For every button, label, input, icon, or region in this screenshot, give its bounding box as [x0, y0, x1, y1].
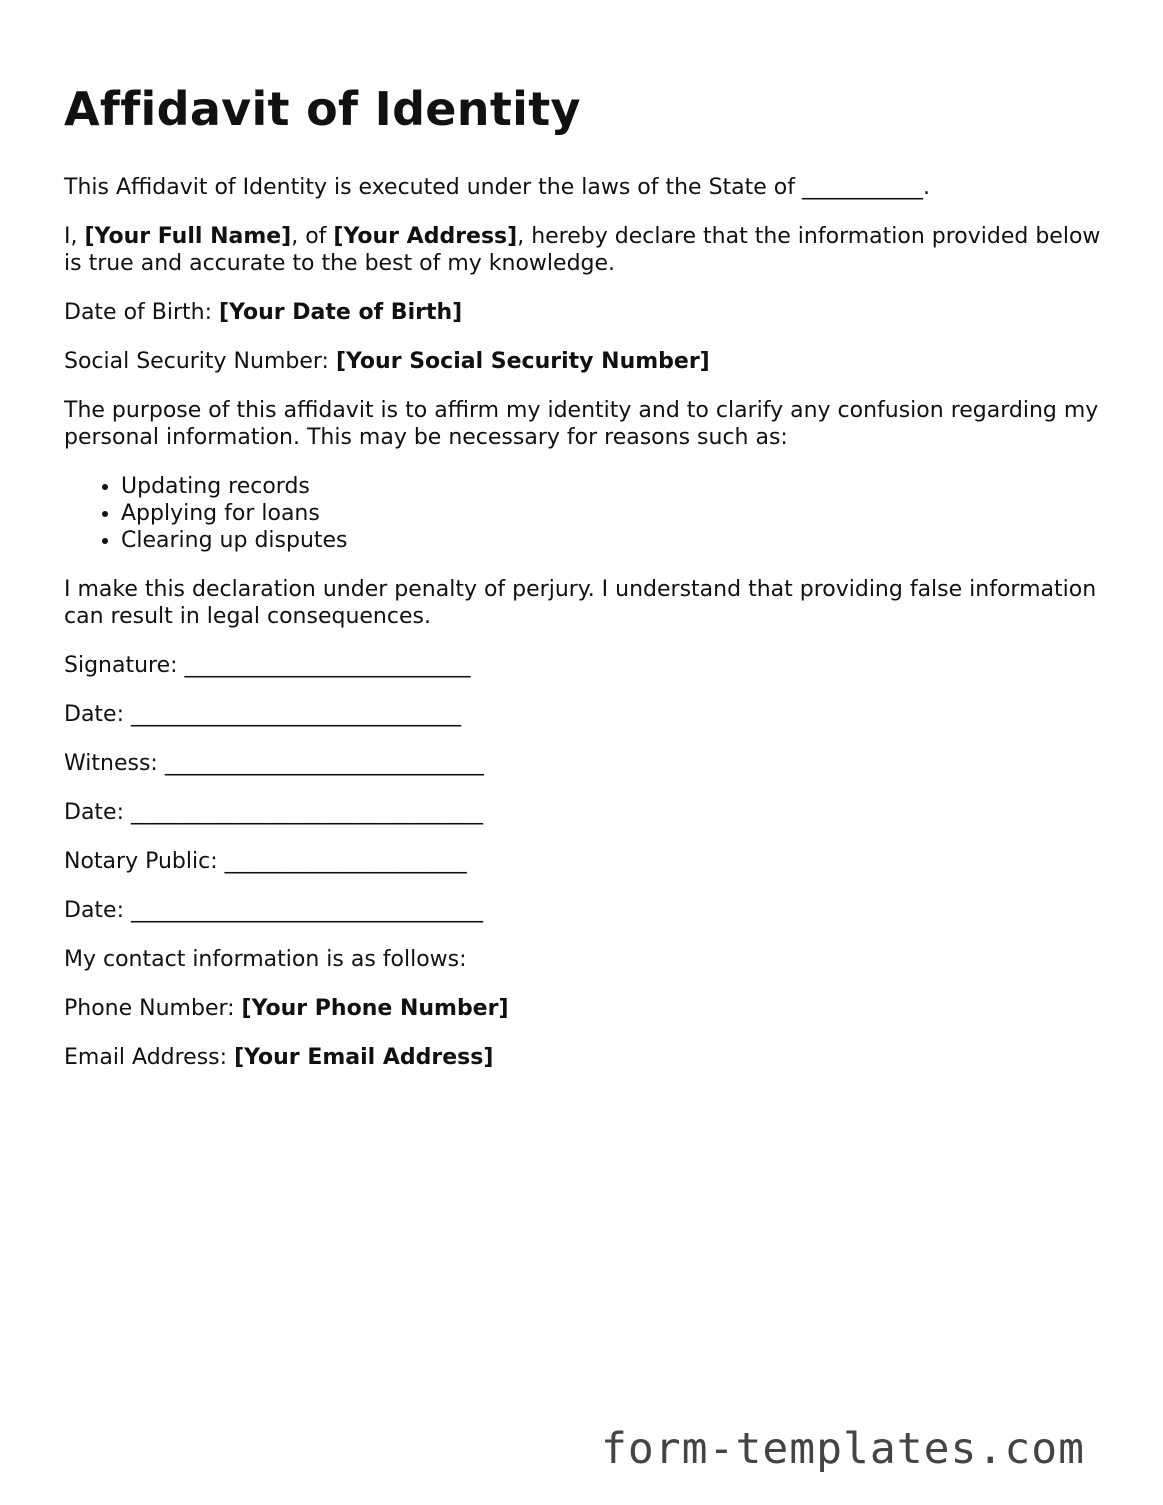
- full-name-placeholder: [Your Full Name]: [84, 224, 292, 249]
- reasons-list: [64, 473, 1104, 554]
- purpose-paragraph: The purpose of this affidavit is to affirm my identity and to clarify any confusion regarding my personal information. This may be necessary for reasons such as:: [64, 398, 1099, 450]
- list-item: • Clearing up disputes: [121, 527, 1104, 554]
- dob-label: Date of Birth:: [64, 300, 219, 325]
- address-placeholder: [Your Address]: [333, 224, 518, 249]
- dob-line: [64, 299, 1104, 326]
- email-line: [64, 1044, 1104, 1071]
- contact-intro: My contact information is as follows:: [64, 947, 467, 972]
- phone-label: Phone Number:: [64, 996, 242, 1021]
- intro-paragraph: This Affidavit of Identity is executed under the laws of the State of ___________.: [64, 175, 931, 200]
- dob-value: [Your Date of Birth]: [219, 300, 463, 325]
- signature-line: Signature: __________________________: [64, 653, 471, 678]
- phone-line: [64, 995, 1104, 1022]
- ssn-value: [Your Social Security Number]: [335, 349, 710, 374]
- notary-date-line: Date: ________________________________: [64, 898, 483, 923]
- email-value: [Your Email Address]: [234, 1045, 494, 1070]
- document-page: [64, 78, 1104, 1093]
- witness-line: Witness: _____________________________: [64, 751, 484, 776]
- declaration-paragraph: [64, 223, 1104, 277]
- list-item: • Applying for loans: [121, 500, 1104, 527]
- list-item: • Updating records: [121, 473, 1104, 500]
- witness-date-line: Date: ________________________________: [64, 800, 483, 825]
- declaration-mid: , of: [291, 224, 334, 249]
- email-label: Email Address:: [64, 1045, 235, 1070]
- phone-value: [Your Phone Number]: [241, 996, 509, 1021]
- perjury-paragraph: I make this declaration under penalty of perjury. I understand that providing false information can result in legal consequences.: [64, 577, 1097, 629]
- ssn-label: Social Security Number:: [64, 349, 336, 374]
- signature-date-line: Date: ______________________________: [64, 702, 461, 727]
- notary-line: Notary Public: ______________________: [64, 849, 467, 874]
- declaration-prefix: I,: [64, 224, 85, 249]
- declaration-suffix: , hereby declare that the information provided below is true and accurate to the best of my knowledge.: [64, 224, 1101, 276]
- document-title: Affidavit of Identity: [64, 82, 581, 136]
- watermark: form-templates.com: [601, 1424, 1085, 1474]
- ssn-line: [64, 348, 1104, 375]
